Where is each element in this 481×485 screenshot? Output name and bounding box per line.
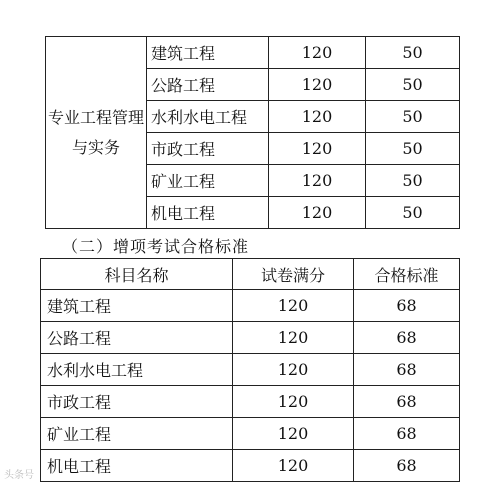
full-score: 120: [269, 69, 366, 101]
full-score: 120: [233, 290, 354, 322]
specialty-name: 水利水电工程: [147, 101, 269, 133]
specialty-name: 市政工程: [147, 133, 269, 165]
pass-score: 68: [354, 450, 460, 482]
table-header-row: [41, 259, 460, 290]
pass-score: 68: [354, 322, 460, 354]
subject-name: 市政工程: [41, 386, 233, 418]
full-score: 120: [233, 354, 354, 386]
pass-score: 68: [354, 290, 460, 322]
table-row: [41, 386, 460, 418]
section-heading: （二）增项考试合格标准: [62, 237, 250, 256]
pass-score: 50: [366, 101, 460, 133]
column-header-full-score: 试卷满分: [233, 259, 354, 290]
column-header-pass-score: 合格标准: [354, 259, 460, 290]
subject-name: 矿业工程: [41, 418, 233, 450]
specialty-name: 矿业工程: [147, 165, 269, 197]
table-row: [41, 450, 460, 482]
specialty-name: 机电工程: [147, 197, 269, 229]
subject-name: 机电工程: [41, 450, 233, 482]
specialty-name: 建筑工程: [147, 37, 269, 69]
pass-score: 68: [354, 418, 460, 450]
pass-score: 50: [366, 37, 460, 69]
pass-score: 50: [366, 133, 460, 165]
pass-score: 50: [366, 69, 460, 101]
exam-standard-table-continued: [45, 36, 460, 229]
pass-score: 50: [366, 165, 460, 197]
table-row: [41, 290, 460, 322]
full-score: 120: [233, 322, 354, 354]
full-score: 120: [269, 37, 366, 69]
full-score: 120: [269, 197, 366, 229]
watermark: 头条号: [4, 470, 34, 481]
full-score: 120: [233, 450, 354, 482]
additional-exam-standard-table: [40, 258, 460, 482]
column-header-subject: 科目名称: [41, 259, 233, 290]
subject-name: 水利水电工程: [41, 354, 233, 386]
subject-name: 建筑工程: [41, 290, 233, 322]
table-row: [41, 322, 460, 354]
full-score: 120: [233, 386, 354, 418]
pass-score: 68: [354, 386, 460, 418]
subject-group-cell: [46, 37, 147, 229]
full-score: 120: [233, 418, 354, 450]
pass-score: 68: [354, 354, 460, 386]
table-row: [41, 354, 460, 386]
subject-group-label: 专业工程管理与实务: [47, 107, 144, 157]
full-score: 120: [269, 133, 366, 165]
specialty-name: 公路工程: [147, 69, 269, 101]
table-row: [41, 418, 460, 450]
full-score: 120: [269, 165, 366, 197]
full-score: 120: [269, 101, 366, 133]
subject-name: 公路工程: [41, 322, 233, 354]
table-row: [46, 37, 460, 69]
pass-score: 50: [366, 197, 460, 229]
